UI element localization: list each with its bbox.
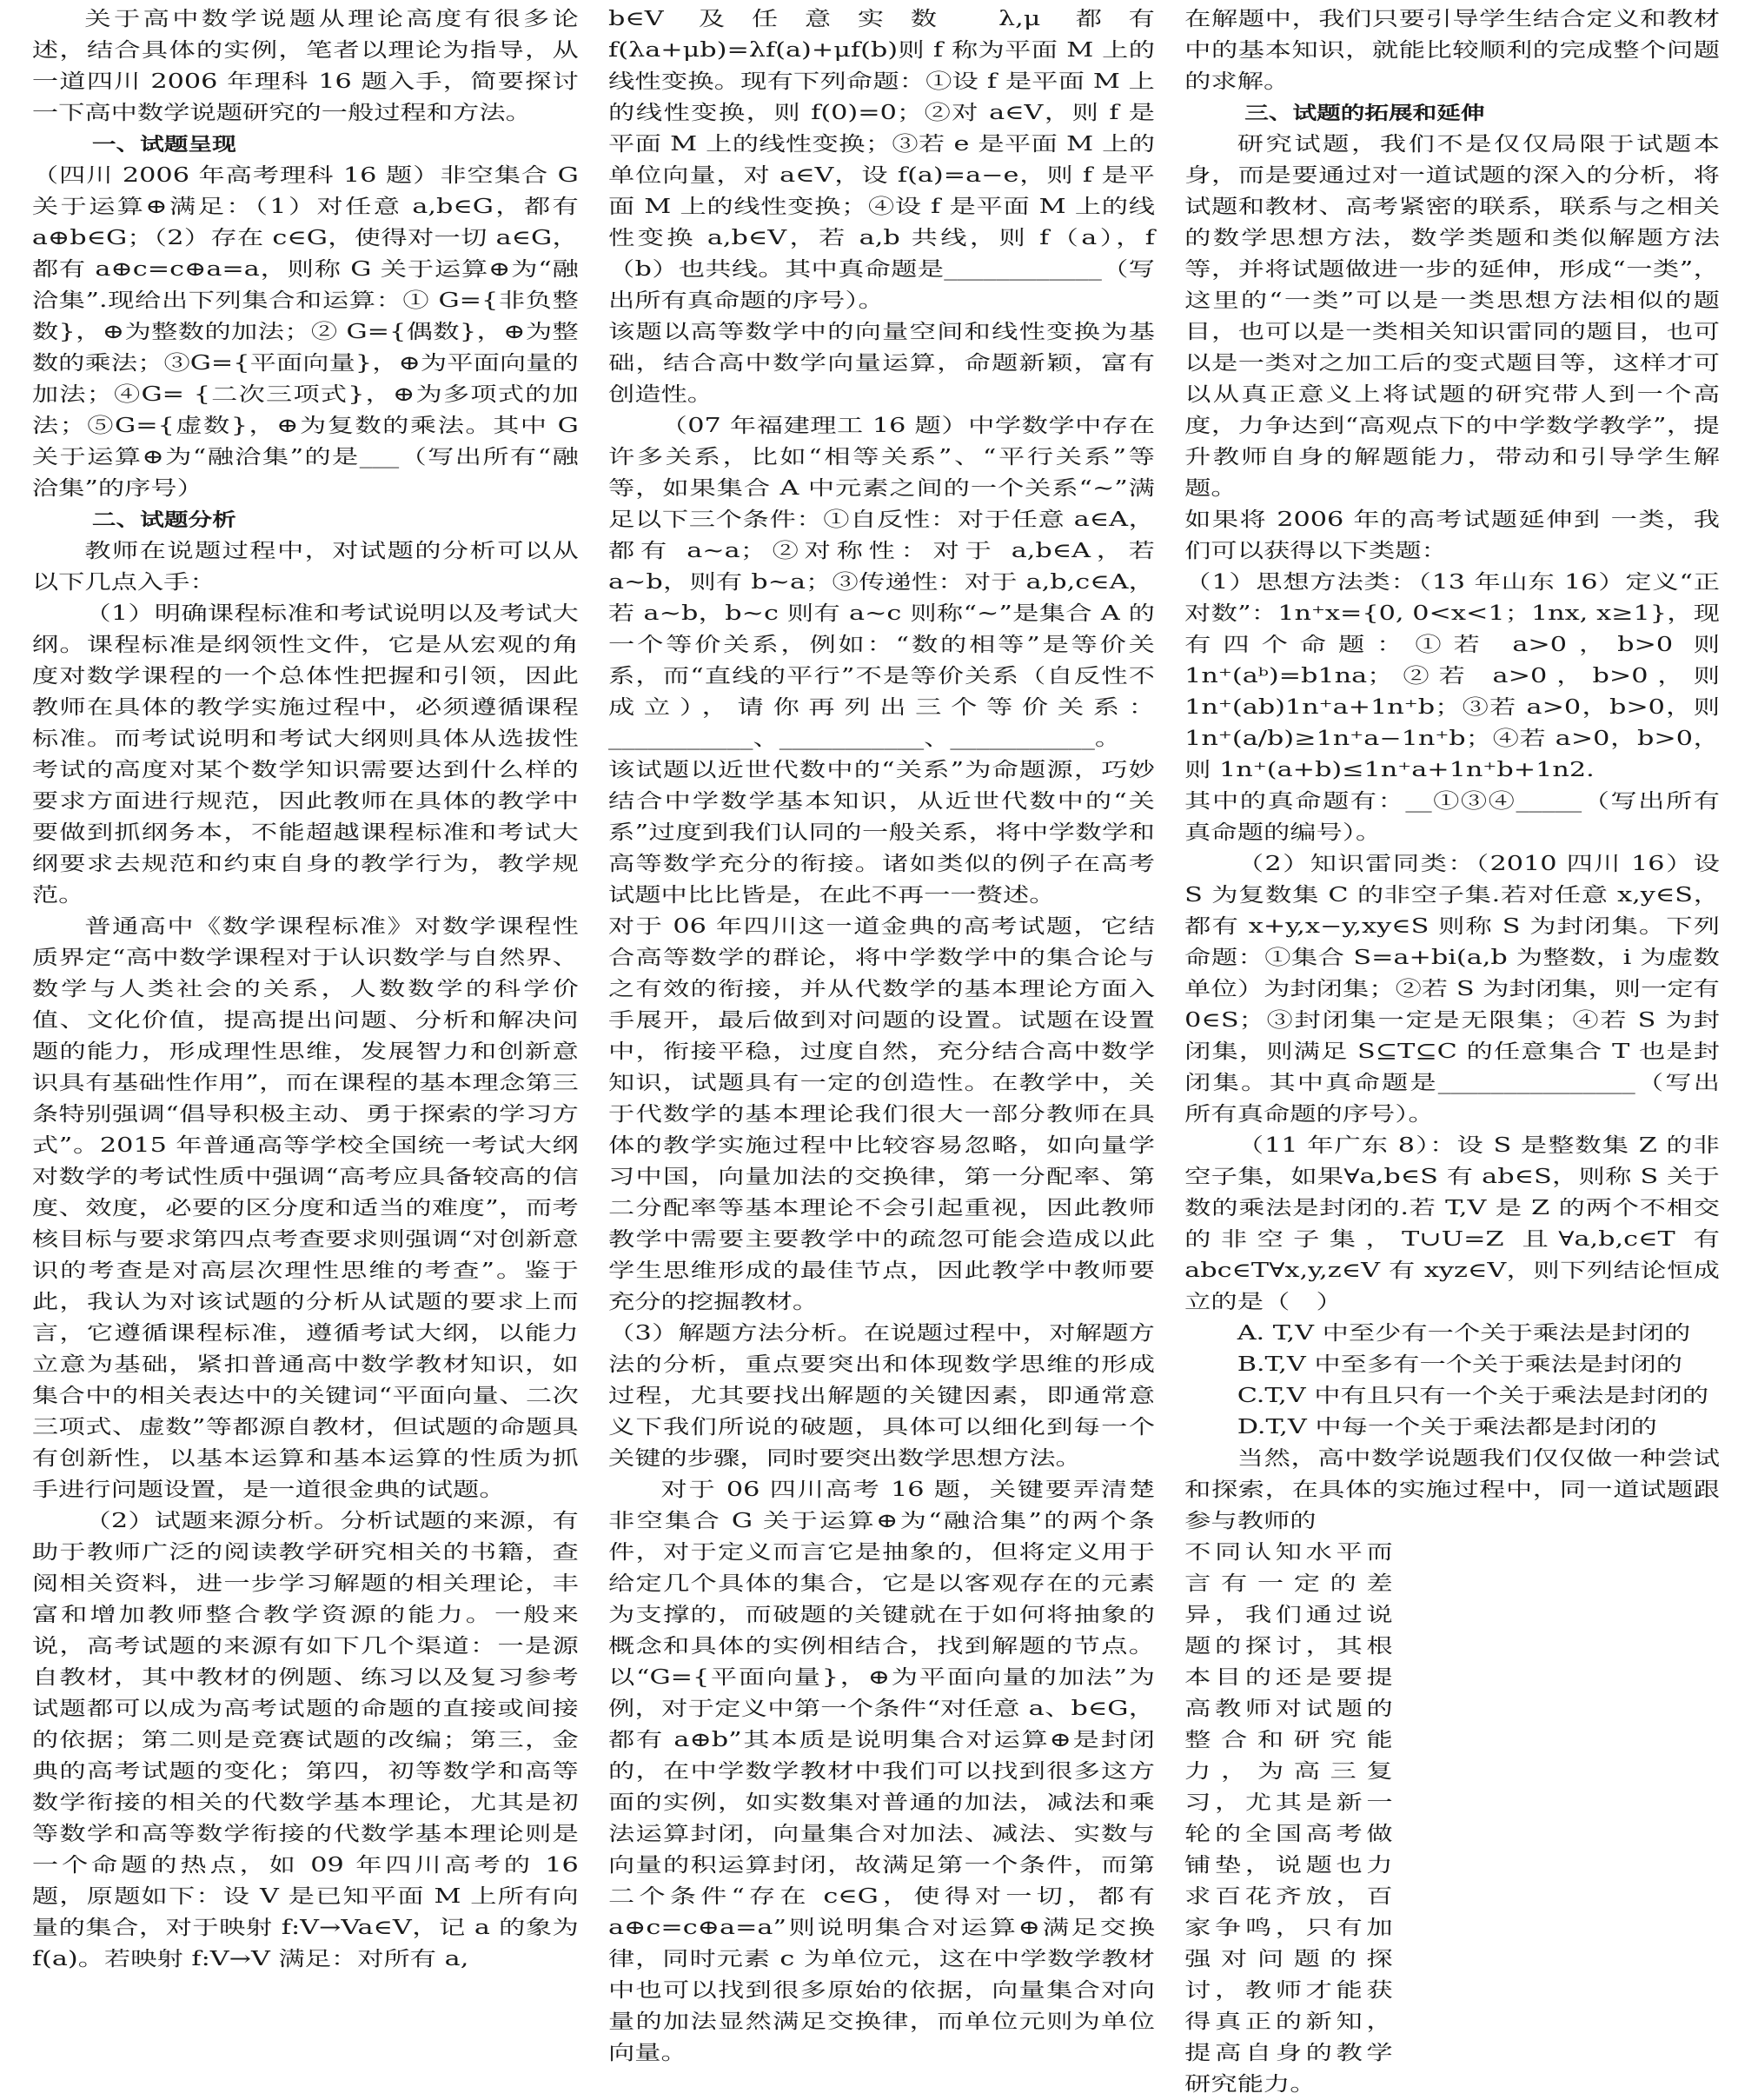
paragraph: （2）知识雷同类：（2010 四川 16）设 S 为复数集 C 的非空子集.若对任意 x,y∈S，都有 x+y,x−y,xy∈S 则称 S 为封闭集。下列命题：①集合 S=a+bi(a,b 为整数，i 为虚数单位）为封闭集；②若 S 为封闭集，则一定有 0∈S；③封闭集一定是无限集；④若 S 为封闭集，则满足 S⊆T⊆C 的任意集合 T 也是封闭集。其中真命题是_______________（写出所有真命题的序号）。: [1184, 853, 1720, 1126]
paragraph: 在解题中，我们只要引导学生结合定义和教材中的基本知识，就能比较顺利的完成整个问题的求解。: [1184, 8, 1720, 93]
paragraph: （2）试题来源分析。分析试题的来源，有助于教师广泛的阅读教学研究相关的书籍，查阅相关资料，进一步学习解题的相关理论，丰富和增加教师整合教学资源的能力。一般来说，高考试题的来源有如下几个渠道：一是源自教材，其中教材的例题、练习以及复习参考试题都可以成为高考试题的命题的直接或间接的依据；第二则是竞赛试题的改编；第三，金典的高考试题的变化；第四，初等数学和高等数学衔接的相关的代数学基本理论，尤其是初等数学和高等数学衔接的代数学基本理论则是一个命题的热点，如 09 年四川高考的 16 题，原题如下：设 V 是已知平面 M 上所有向量的集合，对于映射 f:V→Va∈V，记 a 的象为 f(a)。若映射 f:V→V 满足：对所有 a,: [31, 1510, 579, 1970]
paragraph: 如果将 2006 年的高考试题延伸到 一类，我们可以获得以下类题：: [1184, 508, 1720, 562]
paragraph: 该题以高等数学中的向量空间和线性变换为基础，结合高中数学向量运算，命题新颖，富有创造性。: [608, 321, 1155, 406]
answer-option: C.T,V 中有且只有一个关于乘法是封闭的: [1237, 1385, 1709, 1407]
answer-option: A. T,V 中至少有一个关于乘法是封闭的: [1237, 1322, 1691, 1345]
paragraph: 对于 06 四川高考 16 题，关键要弄清楚非空集合 G 关于运算⊕为“融洽集”的两个条件，对于定义而言它是抽象的，但将定义用于给定几个具体的集合，它是以客观存在的元素为支撑的，而破题的关键就在于如何将抽象的概念和具体的实例相结合，找到解题的节点。以“G={平面向量}，⊕为平面向量的加法”为例，对于定义中第一个条件“对任意 a、b∈G，都有 a⊕b”其本质是说明集合对运算⊕是封闭的，在中学数学教材中我们可以找到很多这方面的实例，如实数集对普通的加法，减法和乘法运算封闭，向量集合对加法、减法、实数与向量的积运算封闭，故满足第一个条件，而第二个条件“存在 c∈G，使得对一切，都有 a⊕c=c⊕a=a”则说明集合对运算⊕满足交换律，同时元素 c 为单位元，这在中学数学教材中也可以找到很多原始的依据，向量集合对向量的加法显然满足交换律，而单位元则为单位向量。: [608, 1479, 1155, 2064]
section-heading: 三、试题的拓展和延伸: [1244, 103, 1485, 123]
paragraph: 关于高中数学说题从理论高度有很多论述，结合具体的实例，笔者以理论为指导，从一道四川 2006 年理科 16 题入手，简要探讨一下高中数学说题研究的一般过程和方法。: [31, 8, 579, 124]
section-heading: 一、试题呈现: [91, 134, 236, 155]
section-heading: 二、试题分析: [91, 509, 236, 530]
paragraph: 不同认知水平而言有一定的差异，我们通过说题的探讨，其根本目的还是要提高教师对试题的整合和研究能力，为高三复习，尤其是新一轮的全国高考做铺垫，说题也力求百花齐放，百家争鸣，只有加强对问题的探讨，教师才能获得真正的新知，提高自身的教学研究能力。: [1184, 1541, 1393, 2096]
column-middle: [608, 3, 1155, 2069]
paragraph: 对于 06 年四川这一道金典的高考试题，它结合高等数学的群论，将中学数学中的集合论与之有效的衔接，并从代数学的基本理论方面入手展开，最后做到对问题的设置。试题在设置中，衔接平稳，过度自然，充分结合高中数学知识，试题具有一定的创造性。在教学中，关于代数学的基本理论我们很大一部分教师在具体的教学实施过程中比较容易忽略，如向量学习中国，向量加法的交换律，第一分配率、第二分配率等基本理论不会引起重视，因此教师教学中需要主要教学中的疏忽可能会造成以此学生思维形成的最佳节点，因此教学中教师要充分的挖掘教材。: [608, 915, 1155, 1313]
paragraph: 研究试题，我们不是仅仅局限于试题本身，而是要通过对一道试题的深入的分析，将试题和教材、高考紧密的联系，联系与之相关的数学思想方法，数学类题和类似解题方法等，并将试题做进一步的延伸，形成“一类”，这里的“一类”可以是一类思想方法相似的题目，也可以是一类相关知识雷同的题目，也可以是一类对之加工后的变式题目等，这样才可以从真正意义上将试题的研究带人到一个高度，力争达到“高观点下的中学数学教学”，提升教师自身的解题能力，带动和引导学生解题。: [1184, 133, 1720, 500]
paragraph: （11 年广东 8）：设 S 是整数集 Z 的非空子集，如果∀a,b∈S 有 ab∈S，则称 S 关于数的乘法是封闭的.若 T,V 是 Z 的两个不相交的非空子集，T∪U=Z 且∀a,b,c∈T 有 abc∈T∀x,y,z∈V 有 xyz∈V，则下列结论恒成立的是（ ）: [1184, 1134, 1720, 1313]
paragraph: （1）思想方法类：（13 年山东 16）定义“正对数”：1n⁺x={0, 0<x<1；1nx, x≥1}，现有四个命题：①若 a>0，b>0 则 1n⁺(aᵇ)=b1na；②若 a>0，b>0，则 1n⁺(ab)1n⁺a+1n⁺b；③若 a>0，b>0，则 1n⁺(a/b)≥1n⁺a−1n⁺b；④若 a>0，b>0，则 1n⁺(a+b)≤1n⁺a+1n⁺b+1n2.: [1184, 571, 1720, 781]
answer-option: B.T,V 中至多有一个关于乘法是封闭的: [1237, 1353, 1683, 1376]
paragraph: b∈V 及任意实数 λ,μ 都有 f(λa+μb)=λf(a)+μf(b)则 f 称为平面 M 上的线性变换。现有下列命题：①设 f 是平面 M 上的线性变换，则 f(0)=0；②对 a∈V，则 f 是平面 M 上的线性变换；③若 e 是平面 M 上的单位向量，对 a∈V，设 f(a)=a−e，则 f 是平面 M 上的线性变换；④设 f 是平面 M 上的线性变换 a,b∈V，若 a,b 共线，则 f（a），f（b）也共线。其中真命题是____________（写出所有真命题的序号）。: [608, 8, 1155, 312]
paragraph: （四川 2006 年高考理科 16 题）非空集合 G 关于运算⊕满足：（1）对任意 a,b∈G，都有 a⊕b∈G；（2）存在 c∈G，使得对一切 a∈G，都有 a⊕c=c⊕a=a，则称 G 关于运算⊕为“融洽集”.现给出下列集合和运算：① G={非负整数}，⊕为整数的加法；② G={偶数}，⊕为整数的乘法；③G={平面向量}，⊕为平面向量的加法；④G= {二次三项式}，⊕为多项式的加法；⑤G={虚数}，⊕为复数的乘法。其中 G 关于运算⊕为“融洽集”的是___（写出所有“融洽集”的序号）: [31, 164, 579, 500]
answer-option: D.T,V 中每一个关于乘法都是封闭的: [1237, 1416, 1657, 1439]
paragraph: （3）解题方法分析。在说题过程中，对解题方法的分析，重点要突出和体现数学思维的形成过程，尤其要找出解题的关键因素，即通常意义下我们所说的破题，具体可以细化到每一个关键的步骤，同时要突出数学思想方法。: [608, 1322, 1155, 1470]
paragraph: 普通高中《数学课程标准》对数学课程性质界定“高中数学课程对于认识数学与自然界、数学与人类社会的关系，人数数学的科学价值、文化价值，提高提出问题、分析和解决问题的能力，形成理性思维，发展智力和创新意识具有基础性作用”，而在课程的基本理念第三条特别强调“倡导积极主动、勇于探索的学习方式”。2015 年普通高等学校全国统一考试大纲对数学的考试性质中强调“高考应具备较高的信度、效度，必要的区分度和适当的难度”，而考核目标与要求第四点考查要求则强调“对创新意识的考查是对高层次理性思维的考查”。鉴于此，我认为对该试题的分析从试题的要求上而言，它遵循课程标准，遵循考试大纲，以能力立意为基础，紧扣普通高中数学教材知识，如集合中的相关表达中的关键词“平面向量、二次三项式、虚数”等都源自教材，但试题的命题具有创新性，以基本运算和基本运算的性质为抓手进行问题设置，是一道很金典的试题。: [31, 915, 579, 1501]
paragraph: （07 年福建理工 16 题）中学数学中存在许多关系，比如“相等关系”、“平行关系”等等，如果集合 A 中元素之间的一个关系“~”满足以下三个条件：①自反性：对于任意 a∈A，都有 a~a；②对称性：对于 a,b∈A，若 a~b，则有 b~a；③传递性：对于 a,b,c∈A，若 a~b，b~c 则有 a~c 则称“~”是集合 A 的一个等价关系，例如：“数的相等”是等价关系，而“直线的平行”不是等价关系（自反性不成立），请你再列出三个等价关系：___________、___________、___________。: [608, 415, 1155, 750]
column-right: [1184, 3, 1720, 2100]
paragraph: 当然，高中数学说题我们仅仅做一种尝试和探索，在具体的实施过程中，同一道试题跟参与教师的: [1184, 1447, 1720, 1532]
paragraph: 其中的真命题有：__①③④_____（写出所有真命题的编号）。: [1184, 790, 1720, 844]
paragraph: 教师在说题过程中，对试题的分析可以从以下几点入手：: [31, 540, 579, 594]
paragraph: （1）明确课程标准和考试说明以及考试大纲。课程标准是纲领性文件，它是从宏观的角度对数学课程的一个总体性把握和引领，因此教师在具体的教学实施过程中，必须遵循课程标准。而考试说明和考试大纲则具体从选拔性考试的高度对某个数学知识需要达到什么样的要求方面进行规范，因此教师在具体的教学中要做到抓纲务本，不能超越课程标准和考试大纲要求去规范和约束自身的教学行为，教学规范。: [31, 602, 579, 907]
column-left: [32, 3, 579, 1975]
paragraph: 该试题以近世代数中的“关系”为命题源，巧妙结合中学数学基本知识，从近世代数中的“关系”过度到我们认同的一般关系，将中学数学和高等数学充分的衔接。诸如类似的例子在高考试题中比比皆是，在此不再一一赘述。: [608, 759, 1155, 907]
